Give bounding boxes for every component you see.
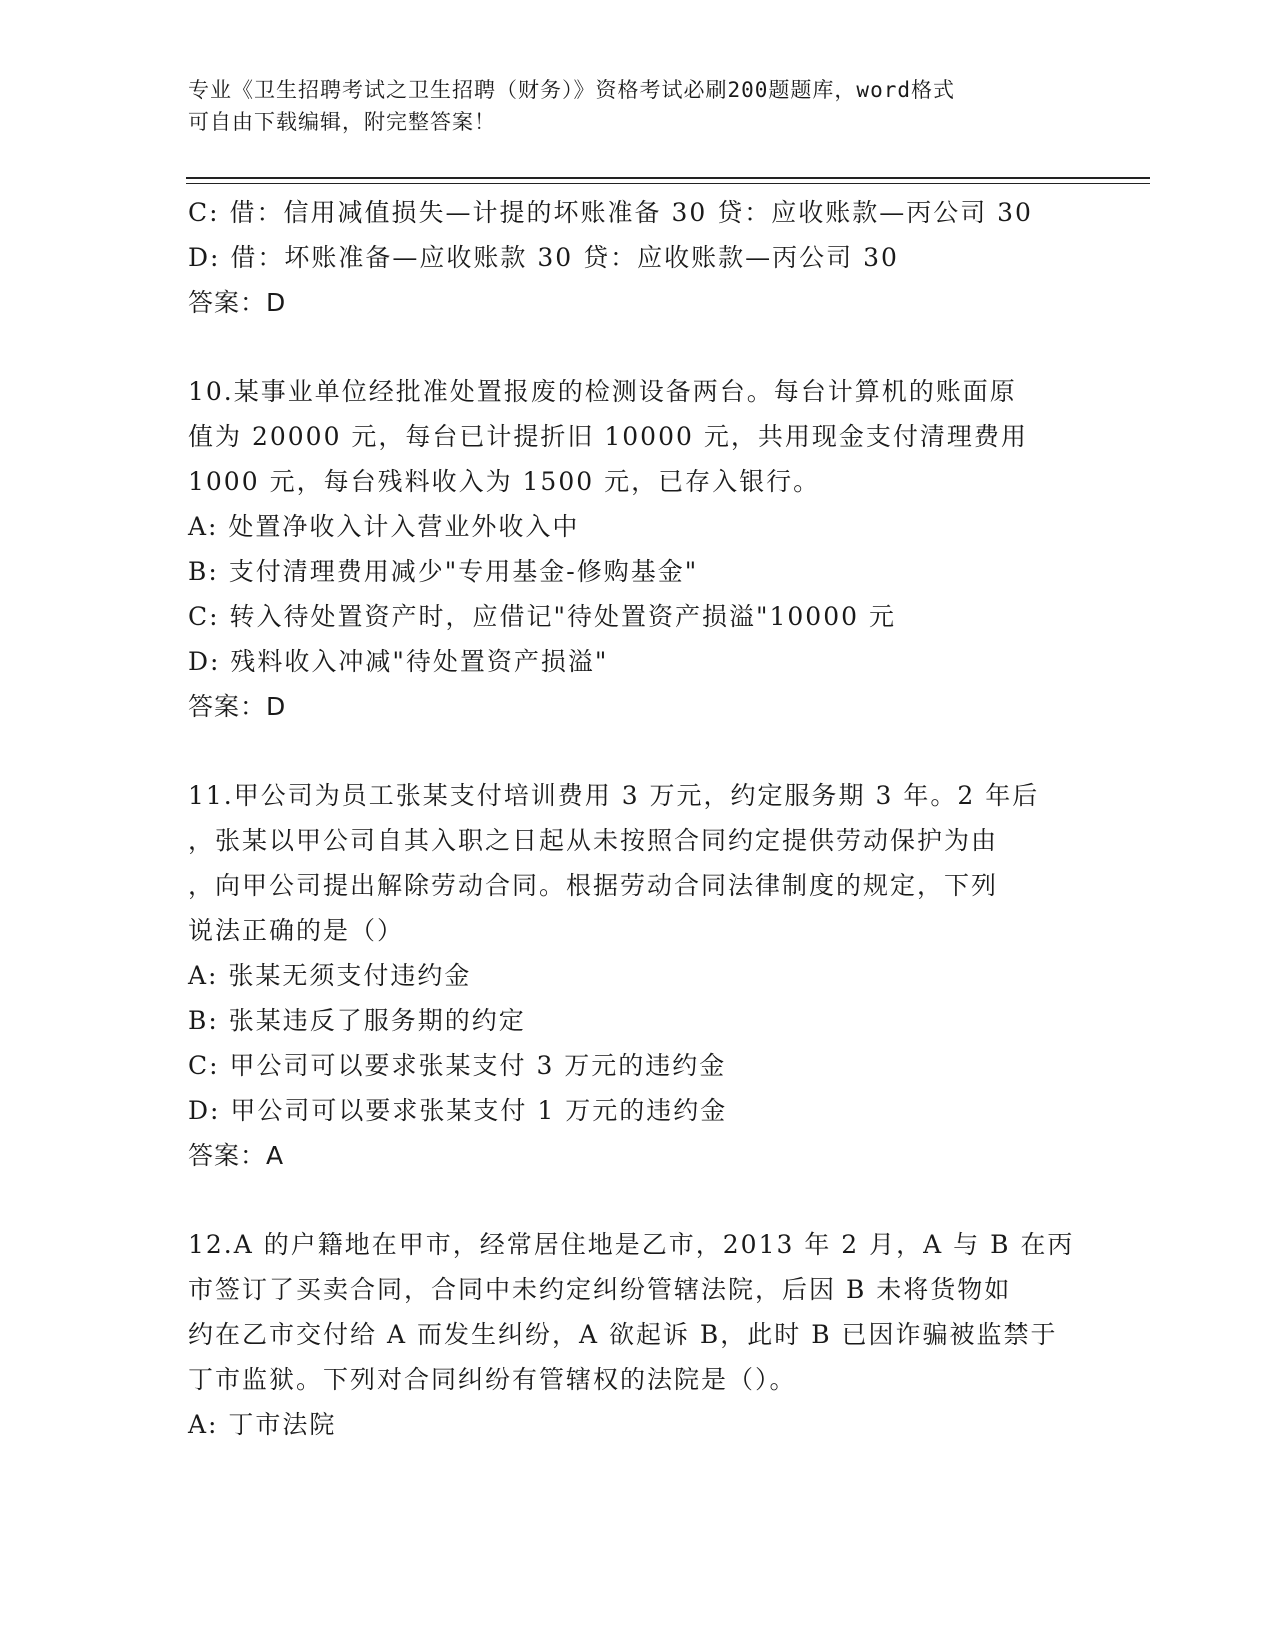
header-title-line-1: 专业《卫生招聘考试之卫生招聘（财务）》资格考试必刷200题题库，word格式 — [188, 78, 955, 102]
question-text-line: ，张某以甲公司自其入职之日起从未按照合同约定提供劳动保护为由 — [188, 826, 999, 855]
question-text-line: 说法正确的是（） — [188, 916, 405, 945]
answer-line: 答案：A — [188, 1141, 285, 1170]
question-block — [188, 1222, 1088, 1447]
question-text-line: B: 支付清理费用减少"专用基金-修购基金" — [188, 557, 699, 586]
header-title-line-2: 可自由下载编辑，附完整答案！ — [188, 110, 496, 134]
answer-line: 答案：D — [188, 692, 287, 721]
question-text-line: D: 借：坏账准备—应收账款 30 贷：应收账款—丙公司 30 — [188, 243, 899, 272]
question-block — [188, 369, 1088, 773]
question-text-line: B: 张某违反了服务期的约定 — [188, 1006, 526, 1035]
question-text-line: A: 张某无须支付违约金 — [188, 961, 472, 990]
question-block — [188, 773, 1088, 1222]
question-text-line: 11.甲公司为员工张某支付培训费用 3 万元，约定服务期 3 年。2 年后 — [188, 781, 1040, 810]
block-spacer — [188, 325, 1088, 369]
question-content — [188, 190, 1088, 1447]
question-text-line: ，向甲公司提出解除劳动合同。根据劳动合同法律制度的规定，下列 — [188, 871, 999, 900]
question-text-line: A: 丁市法院 — [188, 1410, 337, 1439]
question-text-line: D: 甲公司可以要求张某支付 1 万元的违约金 — [188, 1096, 728, 1125]
question-text-line: 丁市监狱。下列对合同纠纷有管辖权的法院是（）。 — [188, 1365, 797, 1394]
question-text-line: 值为 20000 元，每台已计提折旧 10000 元，共用现金支付清理费用 — [188, 422, 1028, 451]
block-spacer — [188, 1178, 1088, 1222]
question-text-line: C: 转入待处置资产时，应借记"待处置资产损溢"10000 元 — [188, 602, 896, 631]
block-spacer — [188, 729, 1088, 773]
question-text-line: A: 处置净收入计入营业外收入中 — [188, 512, 580, 541]
question-text-line: 1000 元，每台残料收入为 1500 元，已存入银行。 — [188, 467, 821, 496]
question-text-line: C: 甲公司可以要求张某支付 3 万元的违约金 — [188, 1051, 727, 1080]
question-text-line: 市签订了买卖合同，合同中未约定纠纷管辖法院，后因 B 未将货物如 — [188, 1275, 1012, 1304]
question-text-line: C: 借：信用减值损失—计提的坏账准备 30 贷：应收账款—丙公司 30 — [188, 198, 1033, 227]
question-text-line: D: 残料收入冲减"待处置资产损溢" — [188, 647, 609, 676]
header-divider-thin — [186, 183, 1150, 184]
answer-line: 答案：D — [188, 288, 287, 317]
question-text-line: 约在乙市交付给 A 而发生纠纷，A 欲起诉 B，此时 B 已因诈骗被监禁于 — [188, 1320, 1058, 1349]
question-block — [188, 190, 1088, 369]
question-text-line: 12.A 的户籍地在甲市，经常居住地是乙市，2013 年 2 月，A 与 B 在丙 — [188, 1230, 1075, 1259]
header-divider-thick — [186, 177, 1150, 179]
question-text-line: 10.某事业单位经批准处置报废的检测设备两台。每台计算机的账面原 — [188, 377, 1017, 406]
